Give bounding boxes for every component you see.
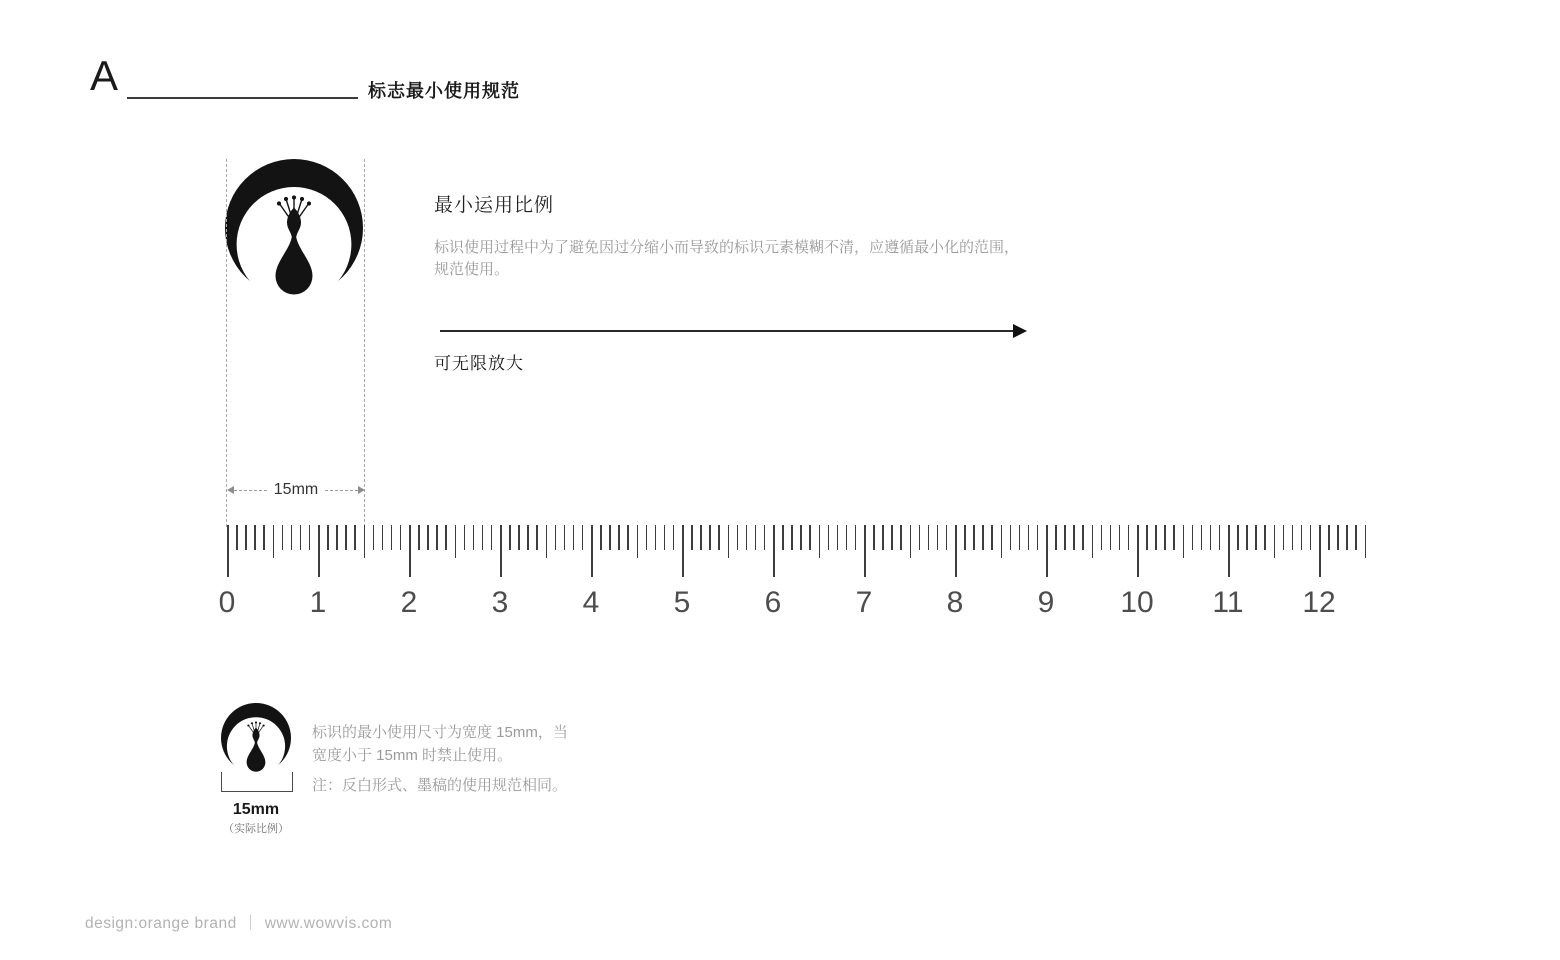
ruler-tick — [564, 525, 566, 550]
ruler-tick — [664, 525, 666, 550]
ruler-number: 3 — [491, 586, 509, 619]
ruler-tick — [646, 525, 648, 550]
ruler-tick — [1055, 525, 1057, 550]
ruler-tick — [1328, 525, 1330, 550]
ruler-tick — [1110, 525, 1112, 550]
ruler-tick — [1028, 525, 1030, 550]
ruler-tick — [1001, 525, 1003, 558]
ruler-number: 7 — [855, 586, 873, 619]
ruler-tick — [819, 525, 821, 558]
ruler-tick — [946, 525, 948, 550]
ruler-tick — [900, 525, 902, 550]
ruler-tick — [427, 525, 429, 550]
ruler-tick — [682, 525, 684, 577]
ruler-tick — [518, 525, 520, 550]
ruler-tick — [1346, 525, 1348, 550]
ruler-tick — [400, 525, 402, 550]
ruler-tick — [327, 525, 329, 550]
ruler-tick — [418, 525, 420, 550]
footer-separator: ｜ — [242, 915, 259, 932]
ruler-tick — [873, 525, 875, 550]
ruler-tick — [637, 525, 639, 558]
ruler-number: 10 — [1120, 586, 1154, 619]
ruler-tick — [245, 525, 247, 550]
ruler-number: 4 — [582, 586, 600, 619]
ruler-tick — [464, 525, 466, 550]
ruler-tick — [609, 525, 611, 550]
ruler-tick — [555, 525, 557, 550]
ruler-tick — [254, 525, 256, 550]
ruler-tick — [928, 525, 930, 550]
ruler-tick — [1192, 525, 1194, 550]
ruler-tick — [1073, 525, 1075, 550]
ruler-tick — [1010, 525, 1012, 550]
ruler-tick — [1137, 525, 1139, 577]
ruler-tick — [536, 525, 538, 550]
ruler-tick — [1046, 525, 1048, 577]
ruler-tick — [1283, 525, 1285, 550]
ruler-tick — [1101, 525, 1103, 550]
ruler-tick — [1092, 525, 1094, 558]
ruler-tick — [291, 525, 293, 550]
ruler-tick — [263, 525, 265, 550]
ruler-tick — [746, 525, 748, 550]
scale-section-heading: 最小运用比例 — [434, 195, 555, 216]
ruler-tick — [1155, 525, 1157, 550]
page-title: 标志最小使用规范 — [368, 81, 520, 101]
ruler-tick — [982, 525, 984, 550]
ruler-tick — [755, 525, 757, 550]
ruler-tick — [955, 525, 957, 577]
ruler-tick — [509, 525, 511, 550]
ruler-tick — [782, 525, 784, 550]
ruler-tick — [855, 525, 857, 550]
ruler-tick — [1292, 525, 1294, 550]
ruler-tick — [800, 525, 802, 550]
designer-credit: design:orange brand — [85, 915, 237, 932]
ruler-tick — [582, 525, 584, 550]
ruler-tick — [937, 525, 939, 550]
ruler-number: 0 — [218, 586, 236, 619]
ruler-tick — [964, 525, 966, 550]
ruler-tick — [1064, 525, 1066, 550]
ruler-tick — [764, 525, 766, 550]
ruler-tick — [482, 525, 484, 550]
ruler-tick — [473, 525, 475, 550]
ruler-tick — [864, 525, 866, 577]
guide-line-right — [364, 159, 365, 527]
header-underline — [127, 97, 358, 99]
ruler — [218, 525, 1367, 625]
ruler-tick — [318, 525, 320, 577]
ruler-tick — [891, 525, 893, 550]
ruler-tick — [600, 525, 602, 550]
ruler-tick — [828, 525, 830, 550]
ruler-tick — [1246, 525, 1248, 550]
dimension-arrow-right-icon — [358, 486, 365, 494]
ruler-tick — [618, 525, 620, 550]
ruler-tick — [718, 525, 720, 550]
min-size-label: 15mm — [232, 801, 280, 818]
ruler-tick — [1365, 525, 1367, 558]
ruler-tick — [364, 525, 366, 558]
dimension-arrow-left-icon — [227, 486, 234, 494]
scale-section-description: 标识使用过程中为了避免因过分缩小而导致的标识元素模糊不清，应遵循最小化的范围，规范使用。 — [434, 239, 1020, 278]
peacock-crescent-logo-icon — [225, 159, 363, 301]
ruler-tick — [409, 525, 411, 577]
ruler-number: 2 — [400, 586, 418, 619]
ruler-tick — [309, 525, 311, 550]
section-letter: A — [90, 52, 119, 99]
ruler-tick — [1037, 525, 1039, 550]
ruler-tick — [345, 525, 347, 550]
arrow-head-icon — [1013, 324, 1027, 338]
ruler-tick — [655, 525, 657, 550]
ruler-tick — [691, 525, 693, 550]
ruler-tick — [282, 525, 284, 550]
ruler-tick — [1237, 525, 1239, 550]
ruler-tick — [1310, 525, 1312, 550]
ruler-tick — [737, 525, 739, 550]
ruler-tick — [973, 525, 975, 550]
ruler-tick — [1164, 525, 1166, 550]
ruler-tick — [709, 525, 711, 550]
ruler-tick — [791, 525, 793, 550]
ruler-tick — [700, 525, 702, 550]
ruler-number: 6 — [764, 586, 782, 619]
footer-credit — [85, 911, 392, 933]
ruler-tick — [1128, 525, 1130, 550]
ruler-tick — [773, 525, 775, 577]
ruler-tick — [1146, 525, 1148, 550]
ruler-tick — [546, 525, 548, 558]
ruler-tick — [354, 525, 356, 550]
arrow-line — [440, 330, 1014, 332]
ruler-tick — [445, 525, 447, 550]
ruler-tick — [1228, 525, 1230, 577]
enlarge-arrow-label: 可无限放大 — [434, 354, 524, 373]
ruler-tick — [1119, 525, 1121, 550]
min-size-description: 标识的最小使用尺寸为宽度 15mm，当宽度小于 15mm 时禁止使用。 — [312, 724, 568, 764]
min-size-caption: （实际比例） — [223, 823, 289, 835]
ruler-tick — [919, 525, 921, 550]
min-size-note: 注：反白形式、墨稿的使用规范相同。 — [312, 777, 568, 794]
ruler-tick — [382, 525, 384, 550]
ruler-tick — [673, 525, 675, 550]
ruler-tick — [809, 525, 811, 550]
ruler-tick — [273, 525, 275, 558]
width-dimension — [227, 482, 365, 498]
ruler-tick — [391, 525, 393, 550]
ruler-number: 1 — [309, 586, 327, 619]
ruler-tick — [728, 525, 730, 558]
ruler-tick — [1255, 525, 1257, 550]
dimension-dash-right — [325, 490, 358, 491]
enlarge-arrow — [440, 324, 1027, 338]
ruler-tick — [1082, 525, 1084, 550]
ruler-tick — [882, 525, 884, 550]
ruler-number: 8 — [946, 586, 964, 619]
ruler-tick — [1201, 525, 1203, 550]
ruler-tick — [1183, 525, 1185, 558]
dimension-label: 15mm — [273, 481, 319, 498]
ruler-tick — [1264, 525, 1266, 550]
ruler-tick — [1019, 525, 1021, 550]
ruler-tick — [500, 525, 502, 577]
ruler-tick — [910, 525, 912, 558]
ruler-tick — [527, 525, 529, 550]
peacock-crescent-logo-small-icon — [221, 703, 291, 775]
ruler-tick — [837, 525, 839, 550]
ruler-tick — [1210, 525, 1212, 550]
ruler-tick — [236, 525, 238, 550]
ruler-number: 12 — [1302, 586, 1336, 619]
ruler-tick — [627, 525, 629, 550]
ruler-number: 9 — [1037, 586, 1055, 619]
ruler-tick — [573, 525, 575, 550]
ruler-tick — [1319, 525, 1321, 577]
ruler-tick — [591, 525, 593, 577]
ruler-tick — [1355, 525, 1357, 550]
ruler-tick — [1173, 525, 1175, 550]
guide-line-left — [226, 159, 227, 527]
ruler-tick — [846, 525, 848, 550]
ruler-tick — [227, 525, 229, 577]
dimension-dash-left — [234, 490, 267, 491]
ruler-tick — [336, 525, 338, 550]
ruler-tick — [1274, 525, 1276, 558]
ruler-tick — [455, 525, 457, 558]
ruler-number: 5 — [673, 586, 691, 619]
ruler-tick — [491, 525, 493, 550]
ruler-number: 11 — [1212, 586, 1244, 619]
ruler-tick — [1337, 525, 1339, 550]
ruler-tick — [991, 525, 993, 550]
size-bracket — [221, 772, 293, 792]
ruler-tick — [300, 525, 302, 550]
website-url: www.wowvis.com — [264, 915, 393, 932]
ruler-tick — [373, 525, 375, 550]
ruler-tick — [1219, 525, 1221, 550]
ruler-tick — [1301, 525, 1303, 550]
ruler-tick — [436, 525, 438, 550]
